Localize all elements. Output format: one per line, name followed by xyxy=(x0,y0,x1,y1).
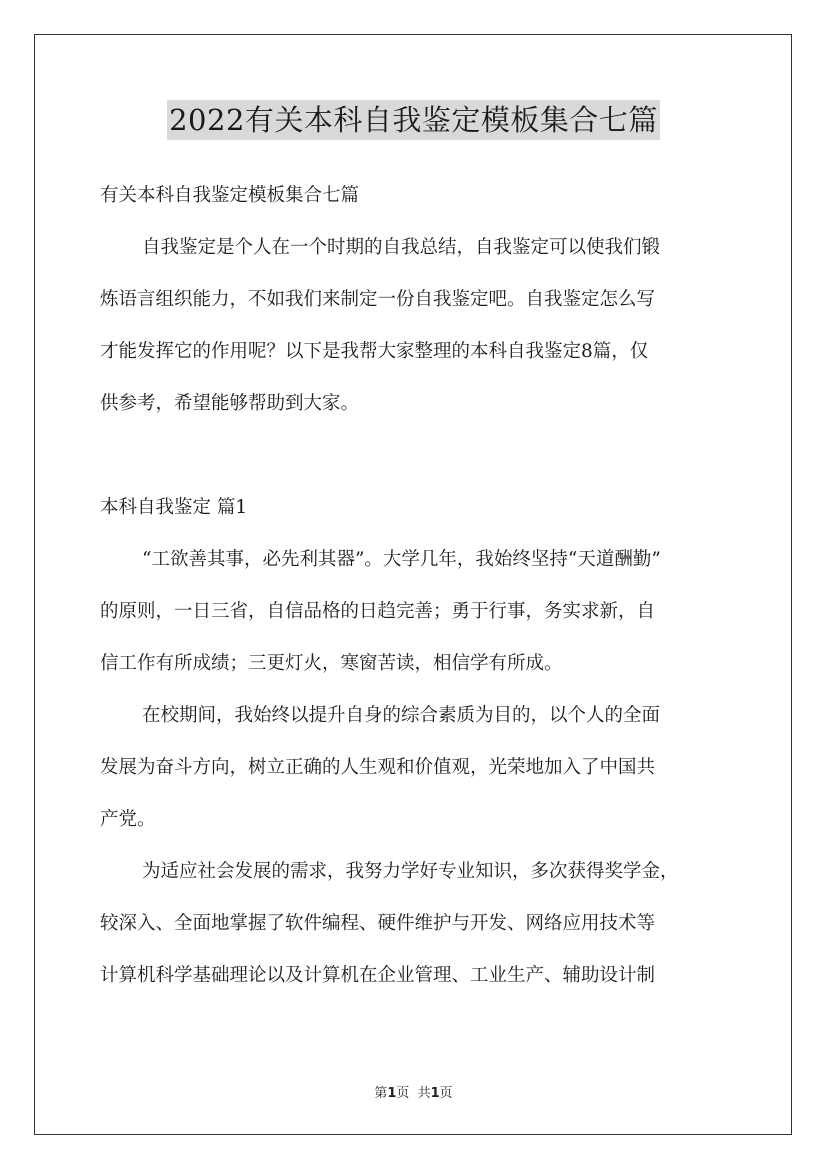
intro-paragraph xyxy=(100,222,730,430)
paragraph-line: 产党。 xyxy=(100,809,156,830)
blank-line xyxy=(100,430,730,482)
intro-line: 才能发挥它的作用呢？以下是我帮大家整理的本科自我鉴定8篇，仅 xyxy=(100,341,649,362)
intro-line: 炼语言组织能力，不如我们来制定一份自我鉴定吧。自我鉴定怎么写 xyxy=(100,289,656,310)
section-heading: 本科自我鉴定 篇1 xyxy=(100,497,248,518)
document-body xyxy=(100,170,730,1002)
total-page-number: 1 xyxy=(430,1086,440,1101)
paragraph-line: 较深入、全面地掌握了软件编程、硬件维护与开发、网络应用技术等 xyxy=(100,913,656,934)
footer-suffix: 页 xyxy=(439,1086,453,1101)
paragraph-line: 为适应社会发展的需求，我努力学好专业知识，多次获得奖学金， xyxy=(142,861,679,882)
current-page-number: 1 xyxy=(387,1086,397,1101)
title-container xyxy=(0,100,827,140)
page-footer xyxy=(0,1082,827,1101)
paragraph-line: “工欲善其事，必先利其器”。大学几年，我始终坚持“天道酬勤” xyxy=(142,549,661,570)
document-subtitle: 有关本科自我鉴定模板集合七篇 xyxy=(100,185,360,206)
document-title: 2022有关本科自我鉴定模板集合七篇 xyxy=(167,100,660,140)
intro-line: 自我鉴定是个人在一个时期的自我总结，自我鉴定可以使我们锻 xyxy=(142,237,661,258)
paragraph-3 xyxy=(100,846,730,1002)
paragraph-1 xyxy=(100,534,730,690)
paragraph-line: 信工作有所成绩；三更灯火，寒窗苦读，相信学有所成。 xyxy=(100,653,563,674)
paragraph-2 xyxy=(100,690,730,846)
footer-middle: 页 共 xyxy=(396,1086,431,1101)
intro-line: 供参考，希望能够帮助到大家。 xyxy=(100,393,360,414)
paragraph-line: 在校期间，我始终以提升自身的综合素质为目的，以个人的全面 xyxy=(142,705,661,726)
paragraph-line: 计算机科学基础理论以及计算机在企业管理、工业生产、辅助设计制 xyxy=(100,965,656,986)
paragraph-line: 发展为奋斗方向，树立正确的人生观和价值观，光荣地加入了中国共 xyxy=(100,757,656,778)
footer-prefix: 第 xyxy=(374,1086,388,1101)
paragraph-line: 的原则，一日三省，自信品格的日趋完善；勇于行事，务实求新，自 xyxy=(100,601,656,622)
